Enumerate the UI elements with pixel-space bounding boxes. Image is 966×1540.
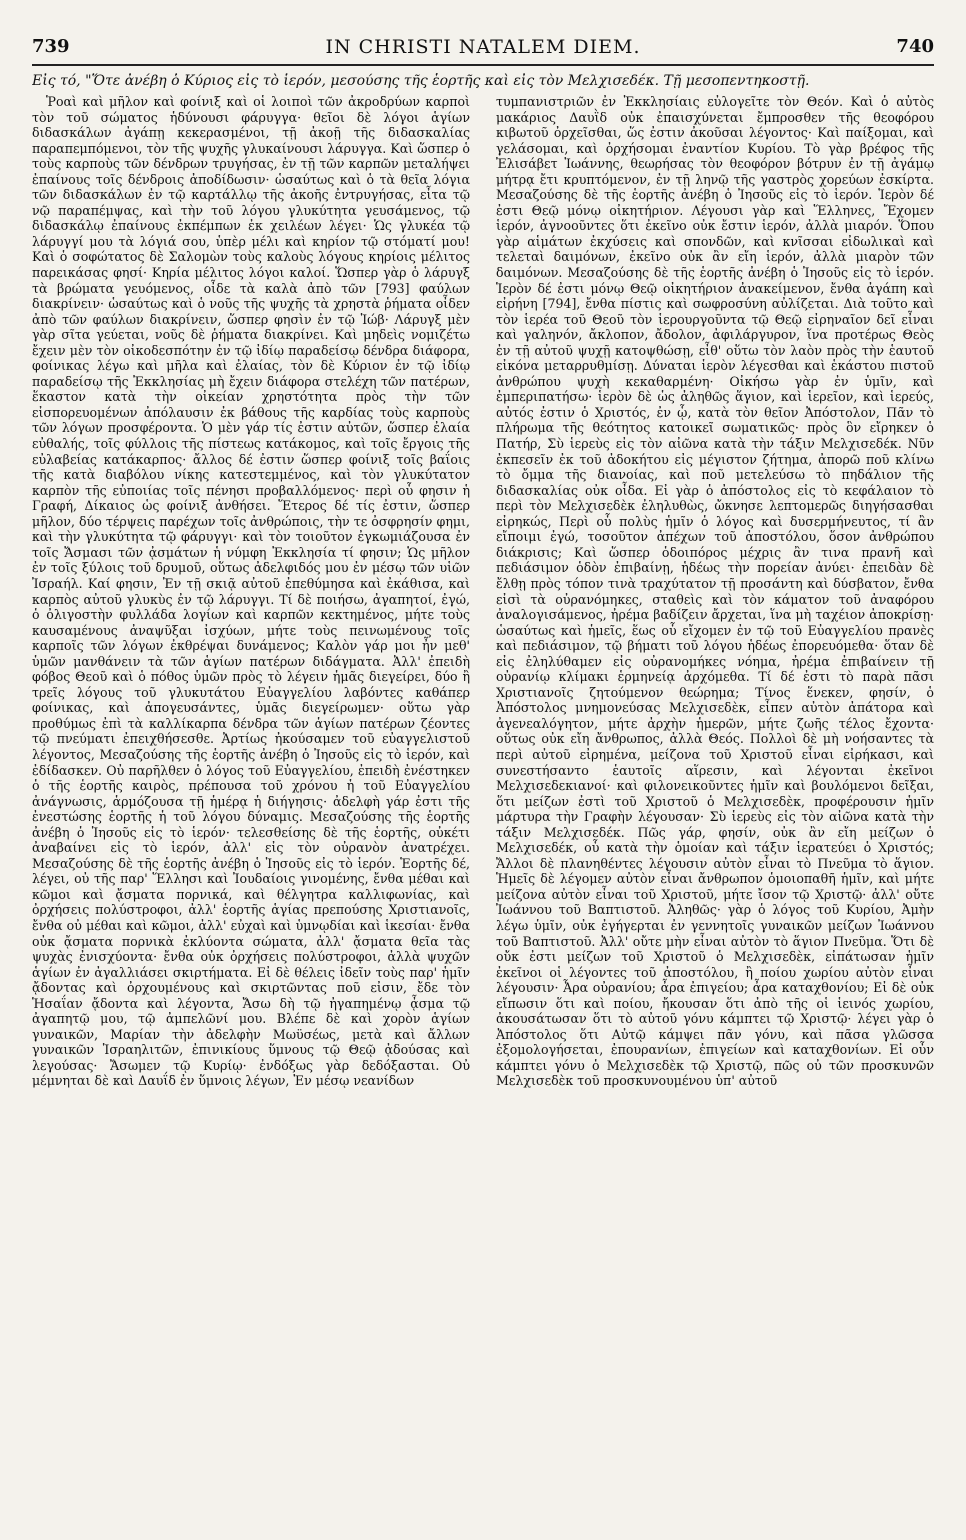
right-column xyxy=(496,94,934,1089)
document-page xyxy=(32,30,934,1520)
running-header xyxy=(32,30,934,66)
right-column-text: τυμπανιστριῶν ἐν Ἐκκλησίαις εὐλογεῖτε τὸν Θεόν. Καὶ ὁ αὐτὸς μακάριος Δαυῒδ οὐκ ἐπαισχύνεται ἔμπροσθεν τῆς θεοφόρου κιβωτοῦ ὀρχεῖσθαι, ὥς ἐστιν ἀκοῦσαι λέγοντος· Καὶ παίξομαι, καὶ γελάσομαι, καὶ ὀρχήσομαι ἐναντίον Κυρίου. Τὸ γὰρ βρέφος τῆς Ἐλισάβετ Ἰωάννης, θεωρήσας τὸν θεοφόρον βότρυν ἐν τῇ ἀγάμῳ μήτρᾳ ἔτι κρυπτόμενον, ἐν τῇ ληνῷ τῆς γαστρὸς χορεύων ἐσκίρτα. Μεσαζούσης δὲ τῆς ἑορτῆς ἀνέβη ὁ Ἰησοῦς εἰς τὸ ἱερόν. Ἱερὸν δέ ἐστι Θεῷ μόνῳ οἰκητήριον. Λέγουσι γὰρ καὶ Ἕλληνες, Ἔχομεν ἱερόν, ἀγνοοῦντες ὅτι ἐκεῖνο οὐκ ἔστιν ἱερόν, ἀλλὰ μιαρόν. Ὅπου γὰρ αἱμάτων ἐκχύσεις καὶ σπονδῶν, καὶ κνῖσσαι εἰδωλικαὶ καὶ τελεταὶ δαιμόνων, ἐκεῖνο οὐκ ἂν εἴη ἱερόν, ἀλλὰ μιαρὸν τῶν δαιμόνων. Μεσαζούσης δὲ τῆς ἑορτῆς ἀνέβη ὁ Ἰησοῦς εἰς τὸ ἱερόν. Ἱερὸν δέ ἐστι μόνῳ Θεῷ οἰκητήριον ἀνακείμενον, ἔνθα ἀγάπη καὶ εἰρήνη [794], ἔνθα πίστις καὶ σωφροσύνη αὐλίζεται. Διὰ τοῦτο καὶ τὸν ἱερέα τοῦ Θεοῦ τὸν ἱερουργοῦντα τῷ Θεῷ εἰρηναῖον δεῖ εἶναι καὶ γαληνόν, ἄκλοπον, ἄδολον, ἀφιλάργυρον, ἵνα προτέρως Θεὸς ἐν τῇ αὐτοῦ ψυχῇ κατοψθώσῃ, εἶθ' οὕτω τὸν λαὸν πρὸς τὴν ἑαυτοῦ εἰκόνα μεταρρυθμίσῃ. Δύναται ἱερὸν λέγεσθαι καὶ ἑκάστου πιστοῦ ἀνθρώπου ψυχὴ κεκαθαρμένη· Οἰκήσω γὰρ ἐν ὑμῖν, καὶ ἐμπεριπατήσω· ἱερὸν δὲ ὡς ἀληθῶς ἅγιον, καὶ ἱερεῖον, καὶ ἱερεύς, αὐτός ἐστιν ὁ Χριστός, ἐν ᾧ, κατὰ τὸν θεῖον Ἀπόστολον, Πᾶν τὸ πλήρωμα τῆς θεότητος κατοικεῖ σωματικῶς· πρὸς ὃν εἴρηκεν ὁ Πατήρ, Σὺ ἱερεὺς εἰς τὸν αἰῶνα κατὰ τὴν τάξιν Μελχισεδέκ. Νῦν ἐκπεσεῖν ἐκ τοῦ ἀδοκήτου εἰς μέγιστον ζήτημα, ἀπορῶ ποῦ κλίνω τὸ ὄμμα τῆς διανοίας, καὶ ποῦ μετελεύσω τὸ πηδάλιον τῆς διδασκαλίας οὐκ οἶδα. Εἰ γὰρ ὁ ἀπόστολος εἰς τὸ κεφάλαιον τὸ περὶ τὸν Μελχισεδὲκ ἐληλυθὼς, ὤκνησε λεπτομερῶς διηγήσασθαι εἰρηκώς, Περὶ οὗ πολὺς ἡμῖν ὁ λόγος καὶ δυσερμήνευτος, τί ἂν εἴποιμι ἐγώ, τοσοῦτον ἀπέχων τοῦ ἀποστόλου, ὅσον ἀνθρώπου διάκρισις; Καὶ ὥσπερ ὁδοιπόρος μέχρις ἂν τινα πρανῆ καὶ πεδιάσιμον ὁδὸν ἐπιβαίνῃ, ἡδέως τὴν πορείαν ἀνύει· ἐπειδὰν δὲ ἔλθῃ πρὸς τόπον τινὰ τραχύτατον τῇ προσάντη καὶ δύσβατον, ἔνθα εἰσὶ τὰ οὐρανόμηκες, σταθεὶς καὶ τὸν κάματον τοῦ ἀναφόρου ἀναλογισάμενος, ἠρέμα βαδίζειν ἄρχεται, ἵνα μὴ ταχέιον ἀποκρίσῃ· ὡσαύτως καὶ ἡμεῖς, ἕως οὗ εἴχομεν ἐν τῷ τοῦ Εὐαγγελίου πρανὲς καὶ πεδιάσιμον, τῷ βήματι τοῦ λόγου ἡδέως ἐπορευόμεθα· ὅταν δὲ εἰς ἐληλύθαμεν εἰς οὐρανομήκες νόημα, ἠρέμα ἐπιβαίνειν τῇ οὐρανίῳ κλίμακι ἑρμηνείᾳ ἀρχόμεθα. Τί δέ ἐστι τὸ παρὰ πᾶσι Χριστιανοῖς ζητούμενον θεώρημα; Τίνος ἕνεκεν, φησίν, ὁ Ἀπόστολος μνημονεύσας Μελχισεδὲκ, εἶπεν αὐτὸν ἀπάτορα καὶ ἀγενεαλόγητον, μήτε ἀρχὴν ἡμερῶν, μήτε ζωῆς τέλος ἔχοντα· οὕτως οὐκ εἴη ἄνθρωπος, ἀλλὰ Θεός. Πολλοὶ δὲ μὴ νοήσαντες τὰ περὶ αὐτοῦ εἰρημένα, μείζονα τοῦ Χριστοῦ εἶναι εἰρήκασι, καὶ συνεστήσαντο ἑαυτοῖς αἵρεσιν, καὶ λέγονται ἐκεῖνοι Μελχισεδεκιανοί· καὶ φιλονεικοῦντες ἡμῖν καὶ βουλόμενοι δεῖξαι, ὅτι μείζων ἐστὶ τοῦ Χριστοῦ ὁ Μελχισεδὲκ, προφέρουσιν ἡμῖν μάρτυρα τὴν Γραφὴν λέγουσαν· Σὺ ἱερεὺς εἰς τὸν αἰῶνα κατὰ τὴν τάξιν Μελχισεδέκ. Πῶς γάρ, φησίν, οὐκ ἂν εἴη μείζων ὁ Μελχισεδέκ, οὗ κατὰ τὴν ὁμοίαν καὶ τάξιν ἱερατεύει ὁ Χριστός; Ἄλλοι δὲ πλανηθέντες λέγουσιν αὐτὸν εἶναι τὸ Πνεῦμα τὸ ἅγιον. Ἡμεῖς δὲ λέγομεν αὐτὸν εἶναι ἄνθρωπον ὁμοιοπαθῆ ἡμῖν, καὶ μήτε μείζονα αὐτὸν εἶναι τοῦ Χριστοῦ, μήτε ἴσον τῷ Χριστῷ· ἀλλ' οὔτε Ἰωάννου τοῦ Βαπτιστοῦ. Ἀληθῶς· γὰρ ὁ λόγος τοῦ Κυρίου, Ἀμὴν λέγω ὑμῖν, οὐκ ἐγήγερται ἐν γεννητοῖς γυναικῶν μείζων Ἰωάννου τοῦ Βαπτιστοῦ. Ἀλλ' οὔτε μὴν εἶναι αὐτὸν τὸ ἅγιον Πνεῦμα. Ὅτι δὲ οὔκ ἐστι μείζων τοῦ Χριστοῦ ὁ Μελχισεδὲκ, εἰπάτωσαν ἡμῖν ἐκεῖνοι οἱ λέγοντες τοῦ ἀποστόλου, ἢ ποίου χωρίου αὐτὸν εἶναι λέγουσιν· Ἆρα οὐρανίου; ἆρα ἐπιγείου; ἆρα καταχθονίου; Εἰ δὲ οὐκ εἴπωσιν ὅτι καὶ ποίου, ἤκουσαν ὅτι ἀπὸ τῆς οἱ ἱεινός χωρίου, ἀκουσάτωσαν ὅτι τὸ αὐτοῦ γόνυ κάμπτει τῷ Χριστῷ· λέγει γὰρ ὁ Ἀπόστολος ὅτι Αὐτῷ κάμψει πᾶν γόνυ, καὶ πᾶσα γλῶσσα ἐξομολογήσεται, ἐπουρανίων, ἐπιγείων καὶ καταχθονίων. Εἰ οὖν κάμπτει γόνυ ὁ Μελχισεδὲκ τῷ Χριστῷ, πῶς οὐ τῶν προσκυνῶν Μελχισεδὲκ τοῦ προσκυνουμένου ὑπ' αὐτοῦ xyxy=(496,94,934,1089)
section-title: Εἰς τό, "Ὅτε ἀνέβη ὁ Κύριος εἰς τὸ ἱερόν, μεσούσης τῆς ἑορτῆς καὶ εἰς τὸν Μελχισεδέκ. Τῇ μεσοπεντηκοστῇ. xyxy=(32,73,810,89)
left-column-text: Ῥοαὶ καὶ μῆλον καὶ φοίνιξ καὶ οἱ λοιποὶ τῶν ἀκροδρύων καρποὶ τὸν τοῦ σώματος ἡδύνουσι φάρυγγα· θεῖοι δὲ λόγοι ἁγίων διδασκάλων ἀγάπῃ κεκερασμένοι, τῇ ἀκοῇ τῆς διδασκαλίας παραπεμπόμενοι, τὸν τῆς ψυχῆς γλυκαίνουσι λάρυγγα. Καὶ ὥσπερ ὁ τοὺς καρποὺς τῶν δένδρων τρυγήσας, ἐν τῇ τῶν καρπῶν μεταλήψει ἐπαίνους τοῖς δένδροις ἀποδίδωσιν· ὡσαύτως καὶ ὁ τὰ θεῖα λόγια τῶν διδασκάλων ἐν τῷ καρτάλλῳ τῆς ἀκοῆς ἐντρυγήσας, εἶτα τῷ νῷ παραπέμψας, καὶ τὴν τοῦ λόγου γλυκύτητα γευσάμενος, τῷ διδασκάλῳ ἐπαίνους ἐκπέμπων ἐκ χειλέων λέγει· Ὡς γλυκέα τῷ λάρυγγί μου τὰ λόγιά σου, ὑπὲρ μέλι καὶ κηρίον τῷ στόματί μου! Καὶ ὁ σοφώτατος δὲ Σαλομὼν τοὺς καλοὺς λόγους κηρίοις μέλιτος παρεικάσας φησί· Κηρία μέλιτος λόγοι καλοί. Ὥσπερ γὰρ ὁ λάρυγξ τὰ βρώματα γευόμενος, οἶδε τὰ καλὰ ἀπὸ τῶν [793] φαύλων διακρίνειν· ὡσαύτως καὶ ὁ νοῦς τῆς ψυχῆς τὰ χρηστὰ ῥήματα οἶδεν ἀπὸ τῶν φαύλων διακρίνειν, ὥσπερ φησὶν ἐν τῷ Ἰώβ· Λάρυγξ μὲν γὰρ σῖτα γεύεται, νοῦς δὲ ῥήματα διακρίνει. Καὶ μηδεὶς νομιζέτω ἔχειν μὲν τὸν οἰκοδεσπότην ἐν τῷ ἰδίῳ παραδείσῳ δένδρα διάφορα, φοίνικας λέγω καὶ μῆλα καὶ ἐλαίας, τὸν δὲ Κύριον ἐν τῷ ἰδίῳ παραδείσῳ τῆς Ἐκκλησίας μὴ ἔχειν διάφορα στελέχη τῶν πατέρων, ἕκαστον κατὰ τὴν οἰκείαν χρηστότητα πρὸς τὴν τῶν εἰσπορευομένων ἀπόλαυσιν ἐκ βάθους τῆς καρδίας τοὺς καρποὺς τῶν λόγων προσφέροντα. Ὁ μὲν γάρ τίς ἐστιν αὐτῶν, ὥσπερ ἐλαία εὐθαλής, τοῖς φύλλοις τῆς πίστεως κατάκομος, καὶ τοῖς ἔργοις τῆς εὐλαβείας κατάκαρπος· ἄλλος δέ ἐστιν ὥσπερ φοίνιξ τοῖς βαΐοις τῆς κατὰ διαβόλου νίκης κατεστεμμένος, καὶ τὸν γλυκύτατον καρπὸν τῆς εὐποιίας τοῖς πένησι προβαλλόμενος· περὶ οὗ φησιν ἡ Γραφή, Δίκαιος ὡς φοίνιξ ἀνθήσει. Ἕτερος δέ τίς ἐστιν, ὥσπερ μῆλον, δύο τέρψεις παρέχων τοῖς ἀνθρώποις, τὴν τε ὀσφρησίν φημι, καὶ τὴν γλυκύτητα τῷ φάρυγγι· καὶ τὸν τοιοῦτον ἐγκωμιάζουσα ἐν τοῖς Ἄσμασι τῶν ᾀσμάτων ἡ νύμφη Ἐκκλησία τί φησιν; Ὡς μῆλον ἐν τοῖς ξύλοις τοῦ δρυμοῦ, οὕτως ἀδελφιδός μου ἐν μέσῳ τῶν υἱῶν Ἰσραήλ. Καί φησιν, Ἐν τῇ σκιᾷ αὐτοῦ ἐπεθύμησα καὶ ἐκάθισα, καὶ καρπὸς αὐτοῦ γλυκὺς ἐν τῷ λάρυγγι. Τί δὲ ποιήσω, ἀγαπητοί, ἐγώ, ὁ ὀλιγοστὴν φυλλάδα λογίων καὶ καρπῶν κεκτημένος, μήτε τοὺς καυσαμένους ἀναψῦξαι ἰσχύων, μήτε τοὺς πεινωμένους τοῖς καρποῖς τῶν λόγων ἐκθρέψαι δυνάμενος; Καλὸν γάρ μοι ἦν μεθ' ὑμῶν μανθάνειν τὰ τῶν ἁγίων πατέρων διδάγματα. Ἀλλ' ἐπειδὴ φόβος Θεοῦ καὶ ὁ πόθος ὑμῶν πρὸς τὸ λέγειν ἡμᾶς διεγείρει, δύο ἢ τρεῖς λόγους τοῦ γλυκυτάτου Εὐαγγελίου λαβόντες καθάπερ φοίνικας, καὶ ἀπογευσάντες, ὑμᾶς διεγείρωμεν· οὕτω γὰρ προθύμως ἐπὶ τὰ καλλίκαρπα δένδρα τῶν ἁγίων πατέρων ζέοντες τῷ πνεύματι ἐπειχθήσεσθε. Ἀρτίως ἠκούσαμεν τοῦ εὐαγγελιστοῦ λέγοντος, Μεσαζούσης τῆς ἑορτῆς ἀνέβη ὁ Ἰησοῦς εἰς τὸ ἱερόν, καὶ ἐδίδασκεν. Οὐ παρῆλθεν ὁ λόγος τοῦ Εὐαγγελίου, ἐπειδὴ ἐνέστηκεν ὁ τῆς ἑορτῆς καιρὸς, πρέπουσα τοῦ χρόνου ἡ τοῦ Εὐαγγελίου ἀνάγνωσις, ἁρμόζουσα τῇ ἡμέρᾳ ἡ διήγησις· ἀδελφὴ γάρ ἐστι τῆς ἐνεστώσης ἑορτῆς ἡ τοῦ λόγου δύναμις. Μεσαζούσης τῆς ἑορτῆς ἀνέβη ὁ Ἰησοῦς εἰς τὸ ἱερόν· τελεσθείσης δὲ τῆς ἑορτῆς, οὐκέτι ἀναβαίνει εἰς τὸ ἱερόν, ἀλλ' εἰς τὸν οὐρανὸν ἀνατρέχει. Μεσαζούσης δὲ τῆς ἑορτῆς ἀνέβη ὁ Ἰησοῦς εἰς τὸ ἱερόν. Ἑορτῆς δέ, λέγει, οὐ τῆς παρ' Ἕλλησι καὶ Ἰουδαίοις γινομένης, ἔνθα μέθαι καὶ κῶμοι καὶ ᾄσματα πορνικά, καὶ θέλγητρα καλλιφωνίας, καὶ ὀρχήσεις πολύστροφοι, ἀλλ' ἑορτῆς ἁγίας πρεπούσης Χριστιανοῖς, ἔνθα οὐ μέθαι καὶ κῶμοι, ἀλλ' εὐχαὶ καὶ ὑμνῳδίαι καὶ ἱκεσίαι· ἔνθα οὐκ ᾄσματα πορνικὰ ἐκλύοντα σώματα, ἀλλ' ᾄσματα θεῖα τὰς ψυχὰς ἐνισχύοντα· ἔνθα οὐκ ὀρχήσεις πολύστροφοι, ἀλλὰ ψυχῶν ἁγίων ἐν ἀγαλλιάσει σκιρτήματα. Εἰ δὲ θέλεις ἰδεῖν τοὺς παρ' ἡμῖν ᾄδοντας καὶ ὀρχουμένους καὶ σκιρτῶντας ποῦ εἰσιν, ἔδε τὸν Ἡσαΐαν ᾄδοντα καὶ λέγοντα, Ἄσω δὴ τῷ ἠγαπημένῳ ᾆσμα τῷ ἀγαπητῷ μου, τῷ ἀμπελῶνί μου. Βλέπε δὲ καὶ χορὸν ἁγίων γυναικῶν, Μαρίαν τὴν ἀδελφὴν Μωϋσέως, μετὰ καὶ ἄλλων γυναικῶν Ἰσραηλιτῶν, ἐπινικίους ὕμνους τῷ Θεῷ ᾀδούσας καὶ λεγούσας· Ἄσωμεν τῷ Κυρίῳ· ἐνδόξως γὰρ δεδόξασται. Οὐ μέμνηται δὲ καὶ Δαυΐδ ἐν ὕμνοις λέγων, Ἐν μέσῳ νεανίδων xyxy=(32,94,470,1089)
running-title: IN CHRISTI NATALEM DIEM. xyxy=(325,36,641,58)
right-page-number: 740 xyxy=(896,36,934,57)
text-columns xyxy=(32,94,934,1089)
left-page-number: 739 xyxy=(32,36,70,57)
left-column xyxy=(32,94,470,1089)
